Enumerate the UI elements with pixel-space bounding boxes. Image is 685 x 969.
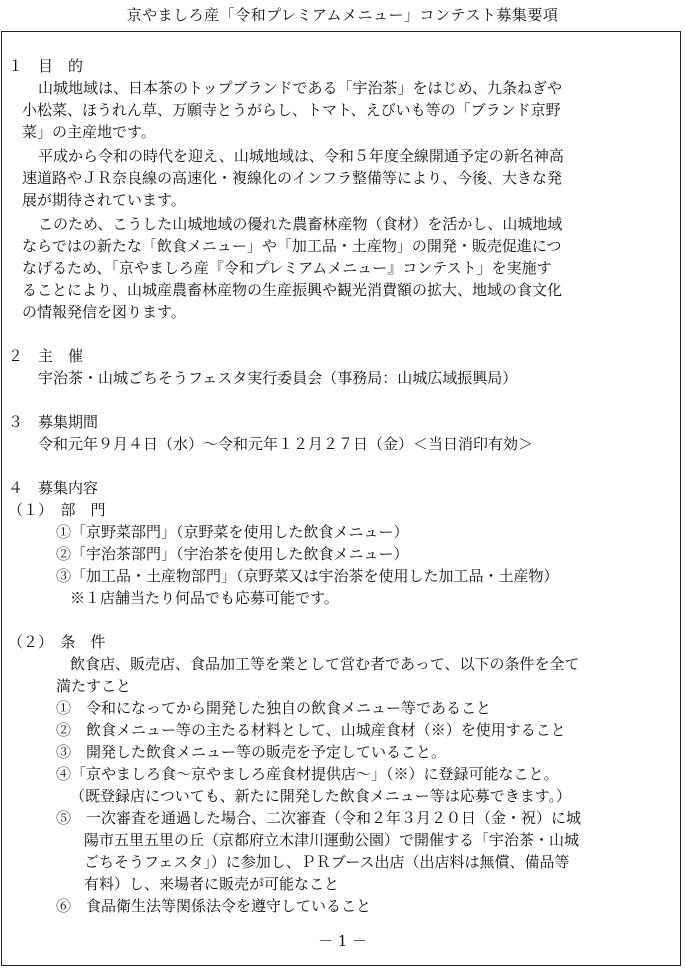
text-line: ⑤ 一次審査を通過した場合、二次審査（令和２年３月２０日（金・祝）に城: [56, 809, 582, 827]
text-line: 速道路やＪＲ奈良線の高速化・複線化のインフラ整備等により、今後、大きな発: [22, 169, 563, 187]
page-number: － 1 －: [317, 932, 368, 950]
text-line: ならではの新たな「飲食メニュー」や「加工品・土産物」の開発・販売促進につ: [22, 237, 562, 255]
text-line: 飲食店、販売店、食品加工等を業として営む者であって、以下の条件を全て: [70, 655, 580, 673]
text-line: ※１店舗当たり何品でも応募可能です。: [70, 589, 339, 607]
document-title: 京やましろ産「令和プレミアムメニュー」コンテスト募集要項: [126, 6, 559, 24]
text-line: （２） 条 件: [8, 633, 106, 651]
text-line: １ 目 的: [8, 57, 84, 75]
text-line: ③ 開発した飲食メニュー等の販売を予定していること。: [56, 743, 447, 761]
text-line: 満たすこと: [56, 677, 132, 695]
text-line: 有料）し、来場者に販売が可能なこと: [84, 875, 340, 893]
text-line: ③「加工品・土産物部門」（京野菜又は宇治茶を使用した加工品・土産物）: [56, 567, 559, 585]
text-line: ④「京やましろ食～京やましろ産食材提供店～」（※）に登録可能なこと。: [56, 765, 559, 783]
text-line: 令和元年９月４日（水）～令和元年１２月２７日（金）＜当日消印有効＞: [38, 435, 534, 453]
text-line: ごちそうフェスタ」）に参加し、ＰＲブース出店（出店料は無償、備品等: [84, 853, 570, 871]
text-line: 菜」の主産地です。: [22, 123, 156, 141]
text-line: なげるため、「京やましろ産『令和プレミアムメニュー』コンテスト」を実施す: [22, 259, 552, 277]
text-line: （既登録店についても、新たに開発した飲食メニュー等は応募できます。）: [70, 787, 572, 805]
text-line: このため、こうした山城地域の優れた農畜林産物（食材）を活かし、山城地域: [38, 215, 563, 233]
text-line: ４ 募集内容: [8, 479, 99, 497]
text-line: 展が期待されています。: [22, 191, 186, 209]
text-line: 小松菜、ほうれん草、万願寺とうがらし、トマト、えびいも等の「ブランド京野: [22, 101, 561, 119]
text-line: ３ 募集期間: [8, 413, 99, 431]
text-line: 山城地域は、日本茶のトップブランドである「宇治茶」をはじめ、九条ねぎや: [38, 79, 562, 97]
text-line: ⑥ 食品衛生法等関係法令を遵守していること: [56, 897, 372, 915]
text-line: 平成から令和の時代を迎え、山城地域は、令和５年度全線開通予定の新名神高: [38, 147, 564, 165]
text-line: 陽市五里五里の丘（京都府立木津川運動公園）で開催する「宇治茶・山城: [84, 831, 580, 849]
text-line: ①「京野菜部門」（京野菜を使用した飲食メニュー）: [56, 523, 409, 541]
text-line: ることにより、山城産農畜林産物の生産振興や観光消費額の拡大、地域の食文化: [22, 281, 563, 299]
text-line: の情報発信を図ります。: [22, 303, 186, 321]
text-line: 宇治茶・山城ごちそうフェスタ実行委員会（事務局：山城広域振興局）: [38, 369, 518, 387]
text-line: ２ 主 催: [8, 347, 84, 365]
text-line: ① 令和になってから開発した独自の飲食メニュー等であること: [56, 699, 492, 717]
text-line: ② 飲食メニュー等の主たる材料として、山城産食材（※）を使用すること: [56, 721, 566, 739]
text-line: （１） 部 門: [8, 501, 106, 519]
text-line: ②「宇治茶部門」（宇治茶を使用した飲食メニュー）: [56, 545, 409, 563]
